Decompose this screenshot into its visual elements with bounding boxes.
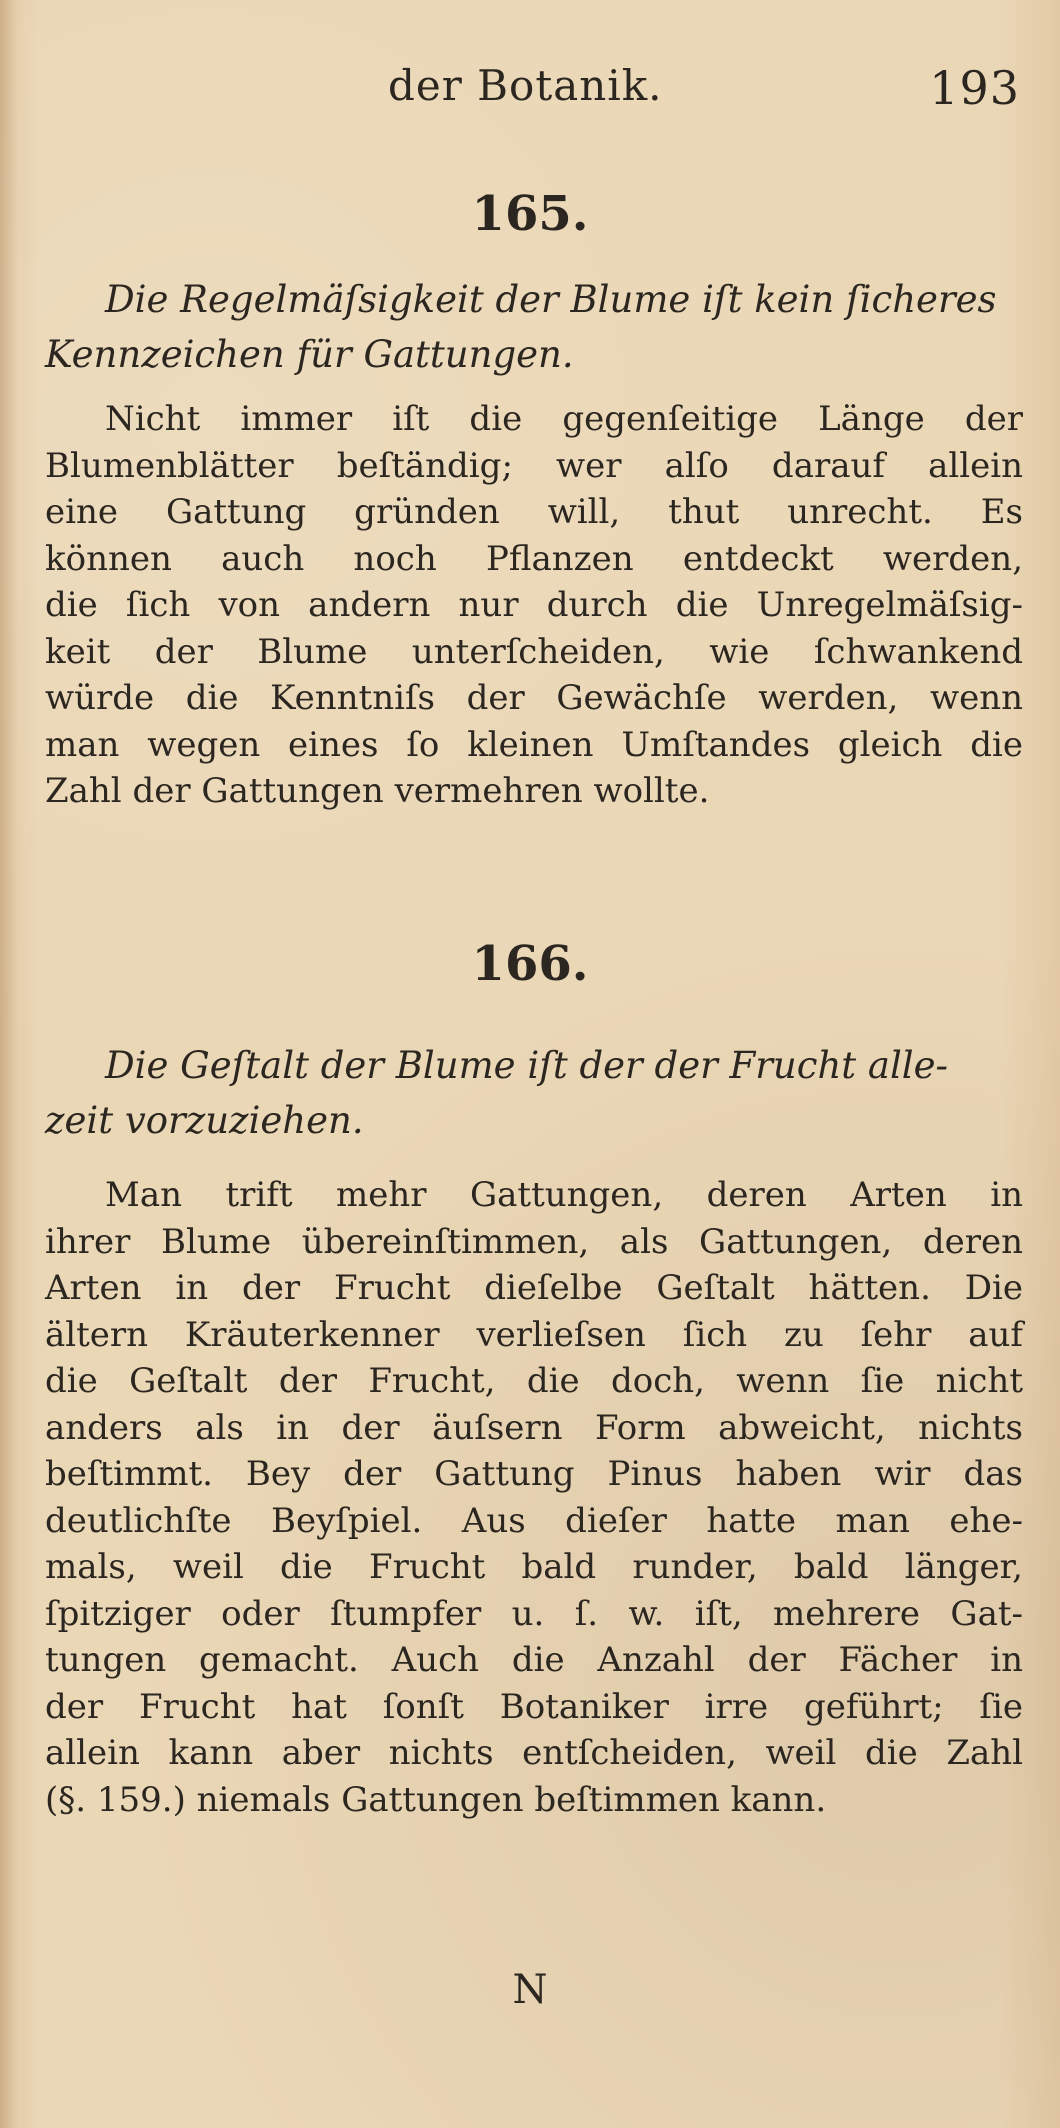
text-line: ihrer Blume übereinſtimmen, als Gattungen, deren <box>45 1221 1023 1262</box>
section-body-166 <box>45 1172 1023 1823</box>
heading-line: Die Geſtalt der Blume iſt der der Frucht alle- <box>105 1044 949 1087</box>
text-line: anders als in der äuſsern Form abweicht, nichts <box>45 1407 1023 1448</box>
signature-mark: N <box>512 1967 548 2013</box>
text-line: keit der Blume unterſcheiden, wie ſchwankend <box>45 631 1023 672</box>
text-line: können auch noch Pflanzen entdeckt werden, <box>45 538 1023 579</box>
text-line: würde die Kenntniſs der Gewächſe werden, wenn <box>45 678 1023 718</box>
section-body-165 <box>45 396 1023 815</box>
text-line: der Frucht hat ſonſt Botaniker irre geführt; ſie <box>45 1686 1023 1727</box>
section-number-166: 166. <box>471 936 589 992</box>
section-heading-166 <box>45 1038 1023 1148</box>
text-line: (§. 159.) niemals Gattungen beſtimmen kann. <box>45 1779 827 1820</box>
text-line: man wegen eines ſo kleinen Umſtandes gleich die <box>45 724 1023 765</box>
heading-line: Kennzeichen für Gattungen. <box>45 333 574 376</box>
heading-line: Die Regelmäſsigkeit der Blume iſt kein ſicheres <box>105 278 997 321</box>
text-line: ſpitziger oder ſtumpfer u. ſ. w. iſt, mehrere Gat- <box>45 1593 1023 1634</box>
text-line: ältern Kräuterkenner verlieſsen ſich zu ſehr auf <box>45 1314 1023 1355</box>
text-line: Man trift mehr Gattungen, deren Arten in <box>105 1175 1023 1215</box>
text-line: deutlichſte Beyſpiel. Aus dieſer hatte man ehe- <box>45 1500 1023 1541</box>
heading-line: zeit vorzuziehen. <box>45 1099 364 1142</box>
text-line: Blumenblätter beſtändig; wer alſo darauf allein <box>45 445 1023 486</box>
text-line: Zahl der Gattungen vermehren wollte. <box>45 771 710 811</box>
text-line: Arten in der Frucht dieſelbe Geſtalt hätten. Die <box>45 1268 1023 1308</box>
page-number: 193 <box>929 61 1020 115</box>
text-line: mals, weil die Frucht bald runder, bald länger, <box>45 1547 1023 1587</box>
text-line: die Geſtalt der Frucht, die doch, wenn ſie nicht <box>45 1361 1023 1401</box>
text-line: beſtimmt. Bey der Gattung Pinus haben wir das <box>45 1454 1023 1494</box>
text-line: allein kann aber nichts entſcheiden, weil die Zahl <box>45 1733 1023 1773</box>
section-number-165: 165. <box>471 186 589 242</box>
text-line: tungen gemacht. Auch die Anzahl der Fächer in <box>45 1640 1023 1680</box>
text-line: die ſich von andern nur durch die Unregelmäſsig- <box>45 585 1023 625</box>
text-line: Nicht immer iſt die gegenſeitige Länge der <box>105 399 1023 439</box>
running-title: der Botanik. <box>388 61 663 110</box>
section-heading-165 <box>45 272 1023 382</box>
text-line: eine Gattung gründen will, thut unrecht. Es <box>45 492 1023 532</box>
